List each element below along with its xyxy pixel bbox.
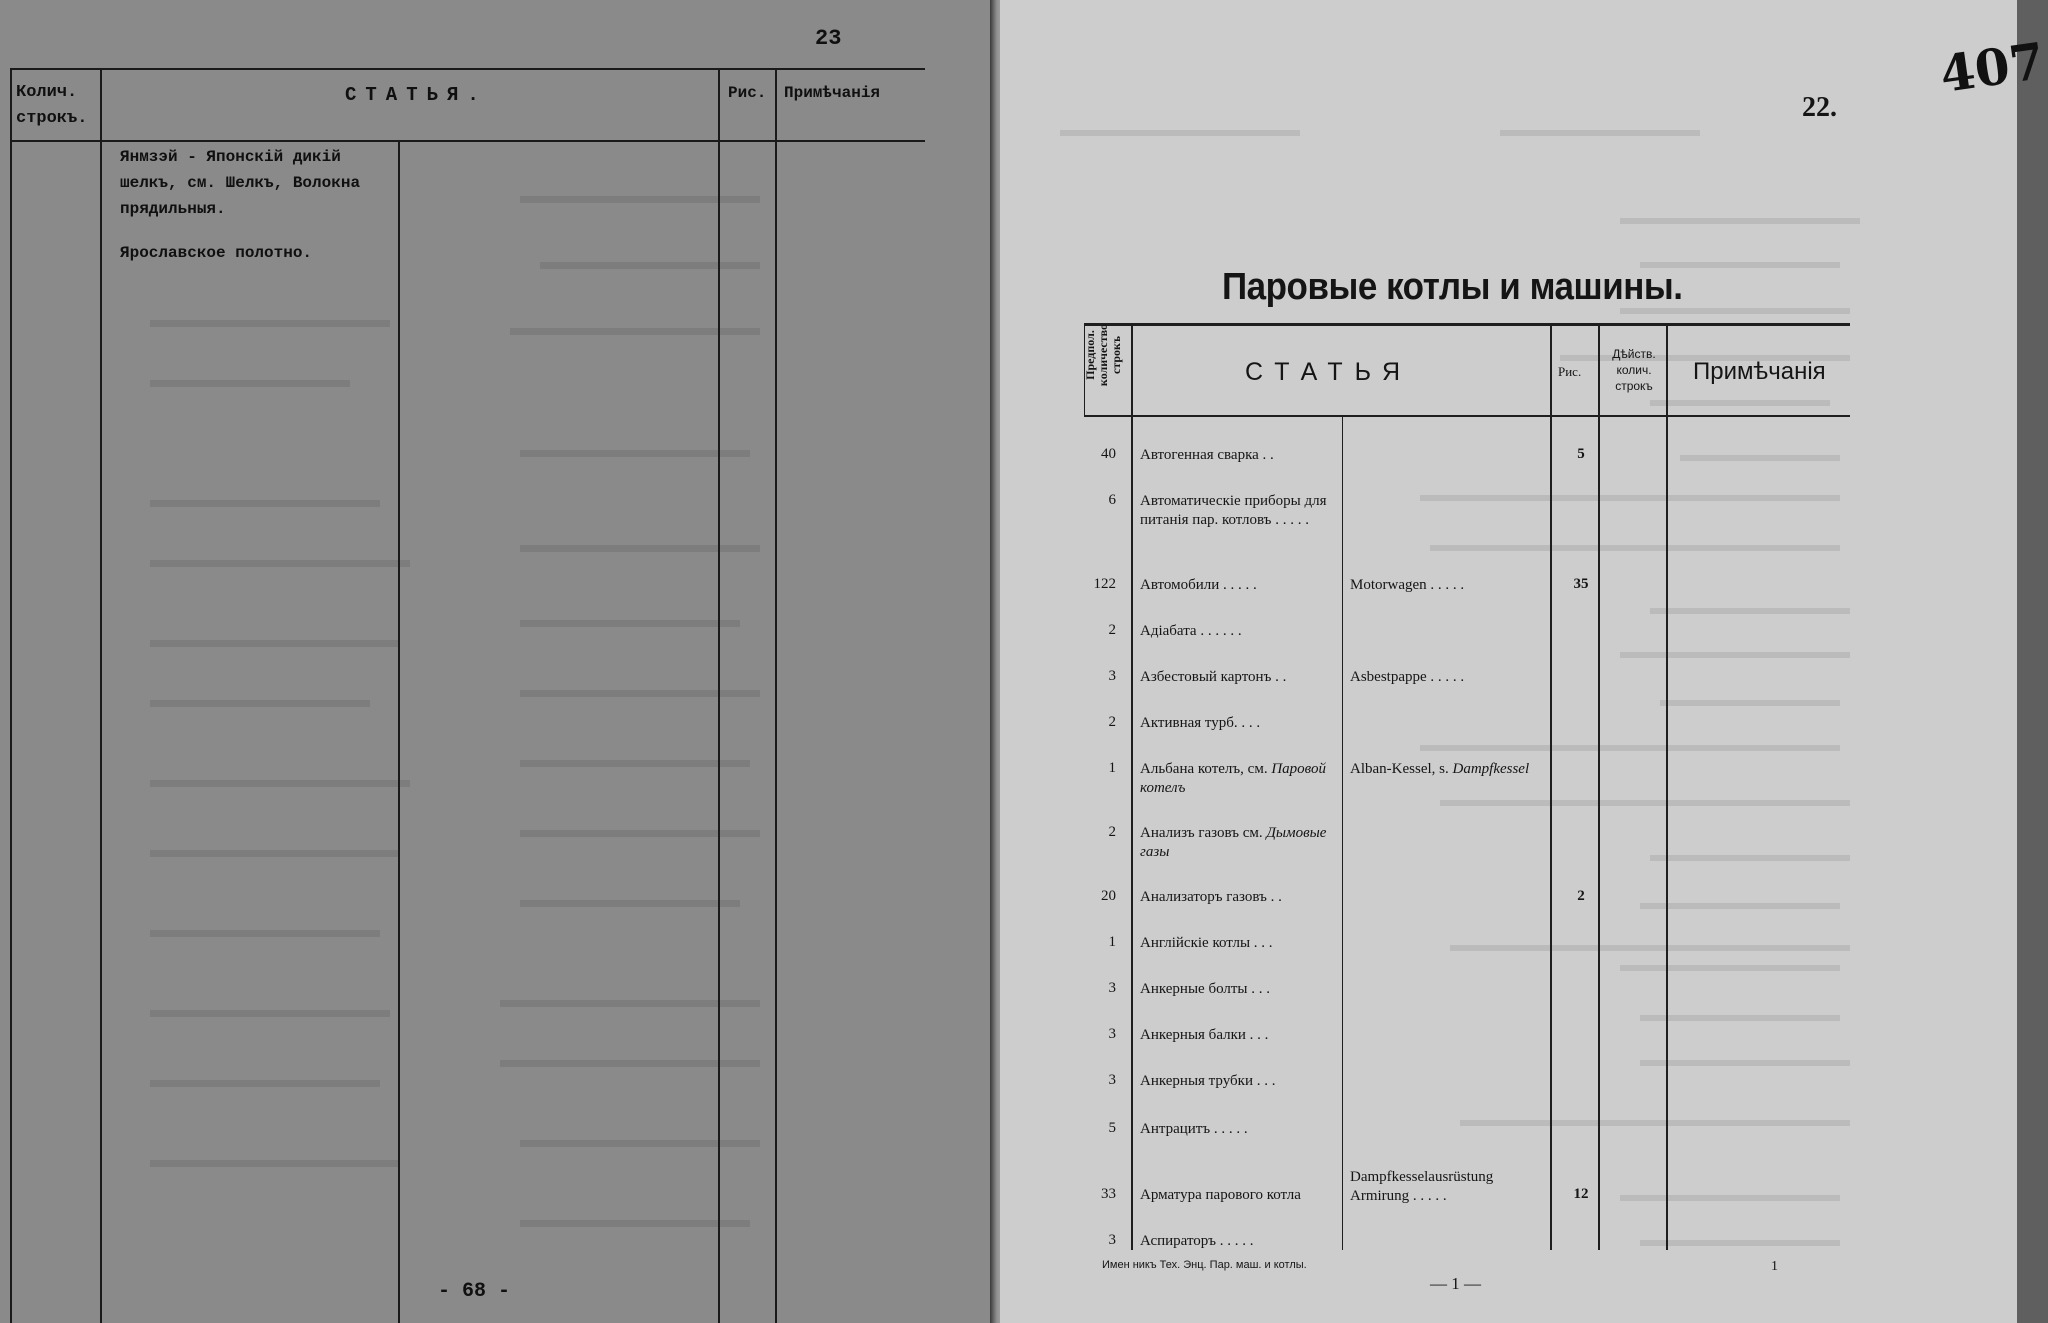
footer-page-number: — 1 — — [1430, 1274, 1481, 1293]
row-german-main: Alban-Kessel, s. — [1350, 761, 1449, 777]
footer-sheet-number: 1 — [1771, 1259, 1778, 1274]
row-article: Автоматическіе приборы для питанія пар. котловъ . . . . . — [1140, 493, 1327, 528]
row-figures: 12 — [1573, 1186, 1589, 1202]
header-actual-line: колич. — [1616, 363, 1652, 377]
row-article-cross-ref: Дымовые газы — [1140, 825, 1327, 860]
header-actual-lines — [1604, 346, 1664, 394]
row-article — [1140, 824, 1340, 862]
row-quantity: 5 — [1108, 1120, 1116, 1136]
entry-yaroslavl-linen: Ярославское полотно. — [120, 244, 313, 262]
row-article — [1140, 760, 1340, 798]
row-article-main: Анализъ газовъ см. — [1140, 825, 1263, 841]
table-top-rule — [1084, 323, 1850, 326]
row-german-cross-ref: Dampfkessel — [1452, 761, 1530, 777]
header-notes: Примѣчанія — [1693, 358, 1826, 385]
column-rule — [1666, 326, 1668, 1250]
row-quantity: 33 — [1101, 1186, 1116, 1202]
row-article-cross-ref: Паровой котелъ — [1140, 761, 1326, 796]
row-article: Анкерныя балки . . . — [1140, 1027, 1269, 1043]
column-rule — [1598, 326, 1600, 1250]
row-figures: 5 — [1577, 446, 1585, 462]
row-article: Англійскіе котлы . . . — [1140, 935, 1273, 951]
column-rule — [1131, 326, 1133, 1250]
row-article: Азбестовый картонъ . . — [1140, 669, 1287, 685]
entry-line: шелкъ, см. Шелкъ, Волокна — [120, 174, 361, 192]
header-bottom-rule — [10, 140, 925, 142]
row-figures: 35 — [1573, 576, 1589, 592]
header-figures: Рис. — [728, 84, 767, 102]
header-quantity-line: Колич. — [16, 83, 78, 102]
page-number: 22. — [1802, 92, 1837, 123]
header-actual-line: строкъ — [1615, 379, 1653, 393]
row-german-term: Asbestpappe . . . . . — [1350, 669, 1465, 685]
row-article: Анкерные болты . . . — [1140, 981, 1270, 997]
row-quantity: 3 — [1108, 1026, 1116, 1042]
header-quantity-line: строкъ. — [16, 109, 88, 128]
row-german-term: Motorwagen . . . . . — [1350, 577, 1465, 593]
row-quantity: 3 — [1108, 1232, 1116, 1248]
header-article: СТАТЬЯ. — [345, 84, 488, 106]
row-quantity: 2 — [1108, 622, 1116, 638]
row-article: Арматура парового котла — [1140, 1187, 1301, 1203]
handwritten-folio-mark: 407 — [1936, 31, 2048, 104]
row-quantity: 2 — [1108, 714, 1116, 730]
row-quantity: 40 — [1101, 446, 1116, 462]
row-article: Активная турб. . . . — [1140, 715, 1261, 731]
row-quantity: 3 — [1108, 668, 1116, 684]
row-german-term: Dampfkesselausrüstung Armirung . . . . . — [1350, 1169, 1494, 1204]
column-rule — [100, 68, 102, 1323]
entry-yanmzei — [120, 144, 410, 222]
row-quantity: 3 — [1108, 980, 1116, 996]
left-page — [0, 0, 995, 1323]
row-article: Автомобили . . . . . — [1140, 577, 1257, 593]
column-rule — [718, 68, 720, 1323]
row-quantity: 1 — [1108, 934, 1116, 950]
row-quantity: 122 — [1093, 576, 1116, 592]
column-rule — [1342, 417, 1343, 1250]
header-figures: Рис. — [1558, 364, 1582, 379]
row-article: Анализаторъ газовъ . . — [1140, 889, 1282, 905]
page-number: 23 — [815, 26, 842, 51]
row-article-main: Альбана котелъ, см. — [1140, 761, 1268, 777]
header-top-rule — [10, 68, 925, 70]
page-footer: - 68 - — [438, 1280, 511, 1303]
row-quantity: 2 — [1108, 824, 1116, 840]
row-article: Анкерныя трубки . . . — [1140, 1073, 1276, 1089]
row-quantity: 3 — [1108, 1072, 1116, 1088]
row-article: Автогенная сварка . . — [1140, 447, 1274, 463]
column-rule — [10, 68, 12, 1323]
header-article: СТАТЬЯ — [1245, 358, 1412, 386]
header-actual-line: Дѣйств. — [1612, 347, 1656, 361]
row-quantity: 20 — [1101, 888, 1116, 904]
table-header-rule — [1084, 415, 1850, 417]
row-figures: 2 — [1577, 888, 1585, 904]
footer-imprint: Имен никъ Тех. Энц. Пар. маш. и котлы. — [1102, 1259, 1307, 1271]
column-rule — [775, 68, 777, 1323]
row-quantity: 6 — [1108, 492, 1116, 508]
page-title: Паровые котлы и машины. — [1222, 266, 1683, 308]
row-german-term — [1350, 760, 1550, 779]
header-notes: Примѣчанія — [784, 84, 881, 102]
header-quantity — [16, 80, 87, 132]
row-quantity: 1 — [1108, 760, 1116, 776]
entry-line: Янмзэй - Японскій дикій — [120, 148, 341, 166]
column-rule — [398, 140, 400, 1323]
row-article: Антрацитъ . . . . . — [1140, 1121, 1248, 1137]
row-article: Адіабата . . . . . . — [1140, 623, 1242, 639]
right-page — [1000, 0, 2048, 1323]
row-article: Аспираторъ . . . . . — [1140, 1233, 1254, 1249]
header-quantity: Предпол. количество строкъ — [1083, 323, 1123, 387]
column-rule — [1550, 326, 1552, 1250]
entry-line: прядильныя. — [120, 200, 226, 218]
